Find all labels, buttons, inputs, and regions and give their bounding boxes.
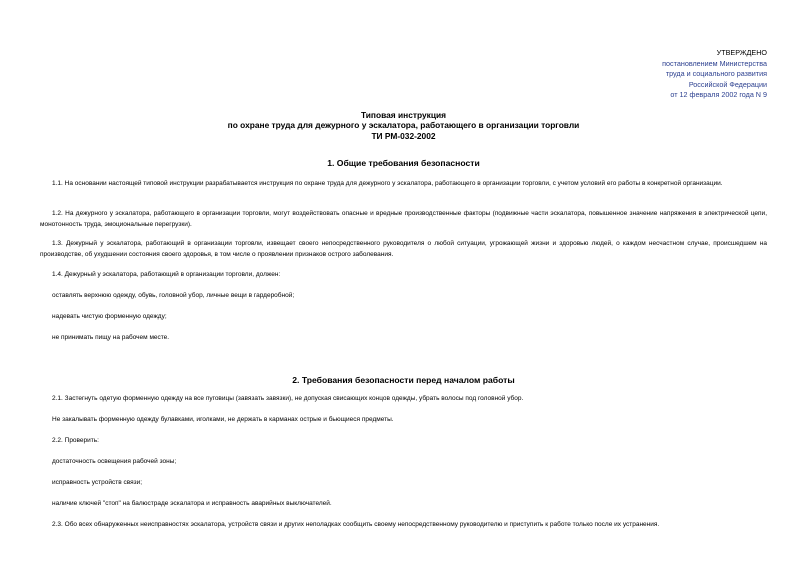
- paragraph: 2.1. Застегнуть одетую форменную одежду на все пуговицы (завязать завязки), не допуская свисающих концов одежды, убрать волосы под головной убор.: [52, 395, 524, 402]
- paragraph: Не закалывать форменную одежду булавками, иголками, не держать в карманах острые и бьющиеся предметы.: [52, 416, 394, 423]
- paragraph: 1.3. Дежурный у эскалатора, работающий в организации торговли, извещает своего непосредственного руководителя о любой ситуации, угрожающей жизни и здоровью людей, о каждом несчастном случае, происшедшем на производстве, об ухудшении состояния своего здоровья, в том числе о проявлении признаков острого заболевания.: [40, 240, 767, 258]
- document-title: [0, 110, 807, 141]
- paragraph: 1.4. Дежурный у эскалатора, работающий в организации торговли, должен:: [52, 271, 281, 278]
- list-item: достаточность освещения рабочей зоны;: [52, 458, 177, 465]
- paragraph: 2.3. Обо всех обнаруженных неисправностях эскалатора, устройств связи и других неполадках сообщить своему непосредственному руководителю и приступить к работе только после их устранения.: [52, 521, 660, 528]
- approval-line[interactable]: постановлением Министерства: [662, 58, 767, 68]
- paragraph: 2.2. Проверить:: [52, 437, 99, 444]
- section-title-2: 2. Требования безопасности перед началом работы: [292, 375, 515, 385]
- section-title-1: 1. Общие требования безопасности: [327, 158, 480, 168]
- list-item: исправность устройств связи;: [52, 479, 143, 486]
- list-item: надевать чистую форменную одежду;: [52, 313, 167, 320]
- title-line-3: ТИ РМ-032-2002: [371, 130, 436, 141]
- approval-line[interactable]: Российской Федерации: [688, 79, 767, 89]
- title-line-1: Типовая инструкция: [360, 110, 447, 120]
- approval-heading: УТВЕРЖДЕНО: [716, 48, 767, 57]
- list-item: оставлять верхнюю одежду, обувь, головной убор, личные вещи в гардеробной;: [52, 292, 295, 299]
- list-item: не принимать пищу на рабочем месте.: [52, 334, 170, 341]
- approval-line[interactable]: труда и социального развития: [665, 69, 767, 78]
- paragraph: 1.1. На основании настоящей типовой инструкции разрабатывается инструкция по охране труда для дежурного у эскалатора, работающего в организации торговли, с учетом условий его работы в конкретной организации.: [52, 180, 723, 187]
- approval-line[interactable]: от 12 февраля 2002 года N 9: [670, 90, 767, 99]
- approval-stamp: [662, 48, 767, 101]
- title-line-2: по охране труда для дежурного у эскалатора, работающего в организации торговли: [227, 120, 580, 131]
- paragraph: 1.2. На дежурного у эскалатора, работающего в организации торговли, могут воздействовать опасные и вредные производственные факторы (подвижные части эскалатора, повышенное значение напряжения в электрической цепи, монотонность труда, эмоциональные перегрузки).: [40, 210, 767, 228]
- list-item: наличие ключей "стоп" на балюстраде эскалатора и исправность аварийных выключателей.: [52, 500, 332, 507]
